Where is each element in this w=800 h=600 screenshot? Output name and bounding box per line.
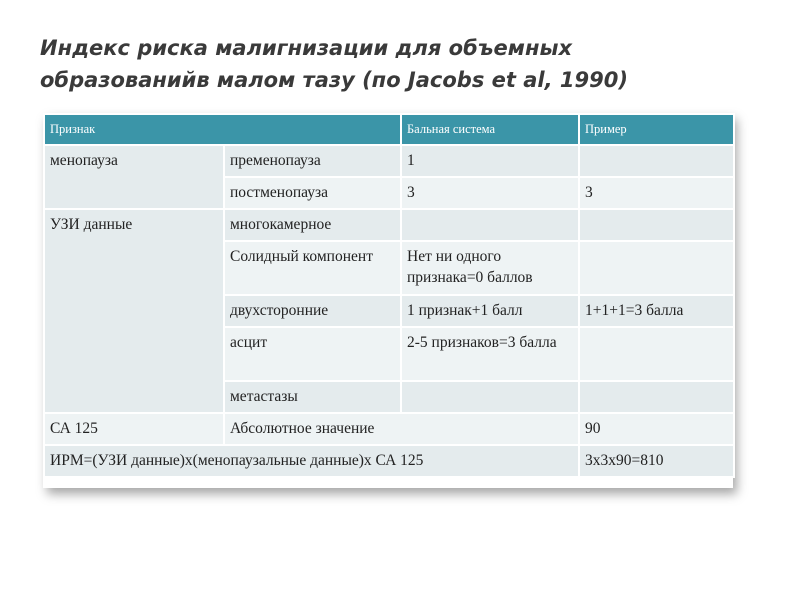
table-container — [43, 113, 733, 488]
cell-ca125-example: 90 — [579, 413, 734, 445]
cell-metastases-score — [401, 381, 579, 413]
cell-premenopause-score: 1 — [401, 145, 579, 177]
cell-postmenopause-score: 3 — [401, 177, 579, 209]
cell-multichamber-example — [579, 209, 734, 241]
cell-menopause-label: менопауза — [44, 145, 224, 209]
risk-index-table — [43, 113, 735, 478]
cell-bilateral-example: 1+1+1=3 балла — [579, 295, 734, 327]
cell-ascites: асцит — [224, 327, 401, 381]
cell-bilateral-score: 1 признак+1 балл — [401, 295, 579, 327]
cell-postmenopause: постменопауза — [224, 177, 401, 209]
cell-multichamber-score — [401, 209, 579, 241]
cell-irm-example: 3х3х90=810 — [579, 445, 734, 477]
table-row — [44, 209, 734, 241]
cell-bilateral: двухсторонние — [224, 295, 401, 327]
header-example: Пример — [579, 114, 734, 145]
table-header-row — [44, 114, 734, 145]
table-row — [44, 145, 734, 177]
cell-ascites-example — [579, 327, 734, 381]
table-row — [44, 413, 734, 445]
cell-premenopause: пременопауза — [224, 145, 401, 177]
cell-solid: Солидный компонент — [224, 241, 401, 295]
cell-metastases: метастазы — [224, 381, 401, 413]
cell-solid-score: Нет ни одного признака=0 баллов — [401, 241, 579, 295]
cell-ca125-value: Абсолютное значение — [224, 413, 579, 445]
cell-uzi-label: УЗИ данные — [44, 209, 224, 413]
cell-premenopause-example — [579, 145, 734, 177]
cell-metastases-example — [579, 381, 734, 413]
cell-postmenopause-example: 3 — [579, 177, 734, 209]
table-row — [44, 445, 734, 477]
cell-ca125-label: СА 125 — [44, 413, 224, 445]
cell-multichamber: многокамерное — [224, 209, 401, 241]
header-sign: Признак — [44, 114, 401, 145]
cell-solid-example — [579, 241, 734, 295]
cell-ascites-score: 2-5 признаков=3 балла — [401, 327, 579, 381]
cell-irm-formula: ИРМ=(УЗИ данные)х(менопаузальные данные)х СА 125 — [44, 445, 579, 477]
slide-title: Индекс риска малигнизации для объемных образованийв малом тазу (по Jacobs et al, 1990) — [40, 36, 628, 92]
header-score: Бальная система — [401, 114, 579, 145]
